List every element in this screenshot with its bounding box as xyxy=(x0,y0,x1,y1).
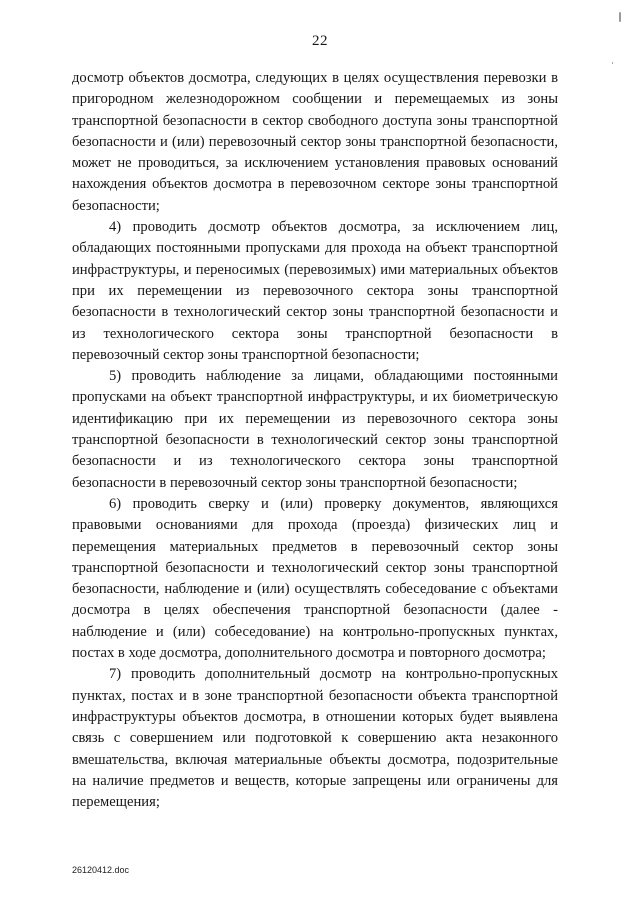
paragraph-item-6: 6) проводить сверку и (или) проверку документов, являющихся правовыми основаниями для прохода (проезда) физических лиц и перемещения материальных предметов в перевозочный сектор зоны транспортной безопасности и технологический сектор зоны транспортной безопасности, наблюдение и (или) осуществлять собеседование с объектами досмотра в целях обеспечения транспортной безопасности (далее - наблюдение и (или) собеседование) на контрольно-пропускных пунктах, постах в ходе досмотра, дополнительного досмотра и повторного досмотра; xyxy=(72,495,558,662)
scan-artifact xyxy=(619,12,621,22)
paragraph-item-4: 4) проводить досмотр объектов досмотра, за исключением лиц, обладающих постоянными пропусками для прохода на объект транспортной инфраструктуры, и переносимых (перевозимых) ими материальных объектов при их перемещении из перевозочного сектора зоны транспортной безопасности в технологический сектор зоны транспортной безопасности и из технологического сектора зоны транспортной безопасности в перевозочный сектор зоны транспортной безопасности; xyxy=(72,219,558,363)
document-body xyxy=(72,68,558,813)
scan-artifact xyxy=(612,62,613,64)
paragraph-item-5: 5) проводить наблюдение за лицами, обладающими постоянными пропусками на объект транспортной инфраструктуры, и их биометрическую идентификацию при их перемещении из перевозочного сектора зоны транспортной безопасности в технологический сектор зоны транспортной безопасности и из технологического сектора зоны транспортной безопасности в перевозочный сектор зоны транспортной безопасности; xyxy=(72,368,558,491)
paragraph-item-7: 7) проводить дополнительный досмотр на контрольно-пропускных пунктах, постах и в зоне транспортной безопасности объекта транспортной инфраструктуры объектов досмотра, в отношении которых будет выявлена связь с совершением или подготовкой к совершению акта незаконного вмешательства, включая материальные объекты досмотра, подозрительные на наличие предметов и веществ, которые запрещены или ограничены для перемещения; xyxy=(72,666,558,811)
paragraph-continuation: досмотр объектов досмотра, следующих в целях осуществления перевозки в пригородном железнодорожном сообщении и перемещаемых из зоны транспортной безопасности в сектор свободного доступа зоны транспортной безопасности и (или) перевозочный сектор зоны транспортной безопасности, может не проводиться, за исключением установления правовых оснований нахождения объектов досмотра в перевозочном секторе зоны транспортной безопасности; xyxy=(72,70,558,214)
footer-file-name: 26120412.doc xyxy=(72,865,130,875)
page-number: 22 xyxy=(312,33,328,49)
